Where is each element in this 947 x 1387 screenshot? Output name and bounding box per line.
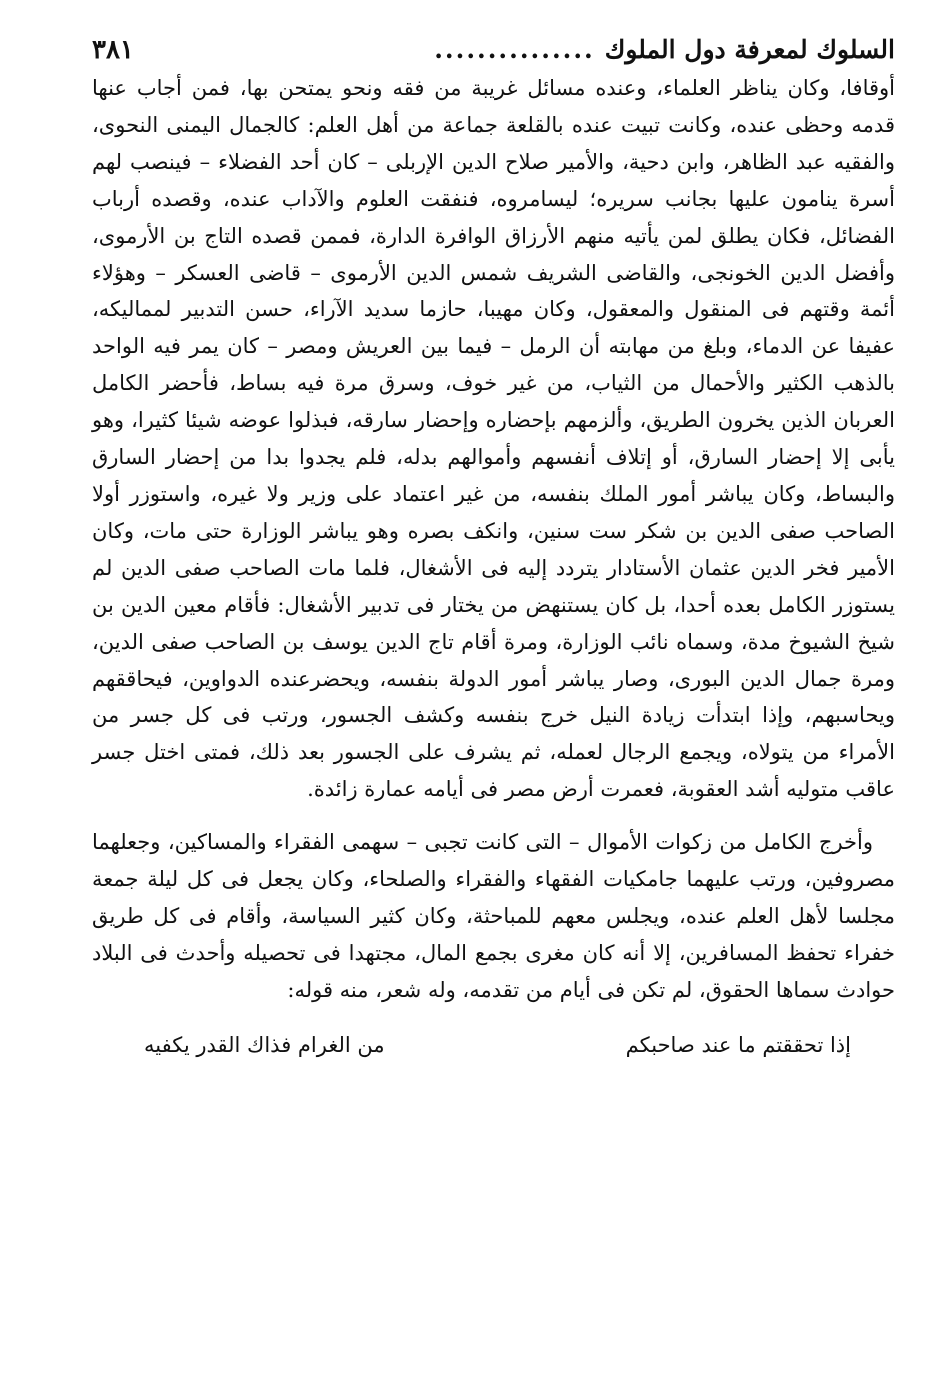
paragraph-2: وأخرج الكامل من زكوات الأموال – التى كانت تجبى – سهمى الفقراء والمساكين، وجعلهما مصروفين، ورتب عليهما جامكيات الفقهاء والفقراء والصلحاء، وكان يجعل فى كل ليلة جمعة مجلسا لأهل العلم عنده، ويجلس معهم للمباحثة، وكان كثير السياسة، وأقام فى كل طريق خفراء تحفظ المسافرين، إلا أنه كان مغرى بجمع المال، مجتهدا فى تحصيله وأحدث فى البلاد حوادث سماها الحقوق، لم تكن فى أيام من تقدمه، وله شعر، منه قوله: [92, 830, 895, 1002]
running-head [92, 30, 895, 70]
verse-second-hemistich: من الغرام فذاك القدر يكفيه [144, 1032, 385, 1057]
book-title: السلوك لمعرفة دول الملوك [604, 35, 895, 64]
running-head-title-group [434, 30, 895, 70]
book-page [92, 30, 895, 1387]
poem-verse [92, 1027, 895, 1063]
leader-dots: ............... [434, 35, 595, 64]
verse-first-hemistich: إذا تحققتم ما عند صاحبكم [625, 1032, 851, 1057]
page-number: ٣٨١ [92, 35, 134, 65]
body-text [92, 70, 895, 1009]
paragraph-1: أوقافا، وكان يناظر العلماء، وعنده مسائل غريبة من فقه ونحو يمتحن بها، فمن أجاب عنها قدمه وحظى عنده، وكانت تبيت عنده بالقلعة جماعة من أهل العلم: كالجمال اليمنى النحوى، والفقيه عبد الظاهر، وابن دحية، والأمير صلاح الدين الإربلى – كان أحد الفضلاء – فينصب لهم أسرة ينامون عليها بجانب سريره؛ ليسامروه، فنفقت العلوم والآداب عنده، وقصده أرباب الفضائل، فكان يطلق لمن يأتيه منهم الأرزاق الوافرة الدارة، فممن قصده التاج بن الأرموى، وأفضل الدين الخونجى، والقاضى الشريف شمس الدين الأرموى – قاضى العسكر – وهؤلاء أئمة وقتهم فى المنقول والمعقول، وكان مهيبا، حازما سديد الآراء، حسن التدبير لمماليكه، عفيفا عن الدماء، وبلغ من مهابته أن الرمل – فيما بين العريش ومصر – كان يمر فيه الواحد بالذهب الكثير والأحمال من الثياب، من غير خوف، وسرق مرة فيه بساط، فأحضر الكامل العربان الذين يخرون الطريق، وألزمهم بإحضاره وإحضار سارقه، فبذلوا عوضه شيئا كثيرا، وهو يأبى إلا إحضار السارق، أو إتلاف أنفسهم وأموالهم بدله، فلم يجدوا بدا من إحضار السارق والبساط، وكان يباشر أمور الملك بنفسه، من غير اعتماد على وزير ولا غيره، واستوزر أولا الصاحب صفى الدين بن شكر ست سنين، وانكف بصره وهو يباشر الوزارة حتى مات، وكان الأمير فخر الدين عثمان الأستادار يتردد إليه فى الأشغال، فلما مات الصاحب صفى الدين لم يستوزر الكامل بعده أحدا، بل كان يستنهض من يختار فى تدبير الأشغال: فأقام معين الدين بن شيخ الشيوخ مدة، وسماه نائب الوزارة، ومرة أقام تاج الدين يوسف بن الصاحب صفى الدين، ومرة جمال الدين البورى، وصار يباشر أمور الدولة بنفسه، ويحضرعنده الدواوين، فيحاققهم ويحاسبهم، وإذا ابتدأت زيادة النيل خرج بنفسه وكشف الجسور، ورتب فى كل جسر من الأمراء من يتولاه، ويجمع الرجال لعمله، ثم يشرف على الجسور بعد ذلك، فمتى اختل جسر عاقب متوليه أشد العقوبة، فعمرت أرض مصر فى أيامه عمارة زائدة. [92, 76, 895, 802]
